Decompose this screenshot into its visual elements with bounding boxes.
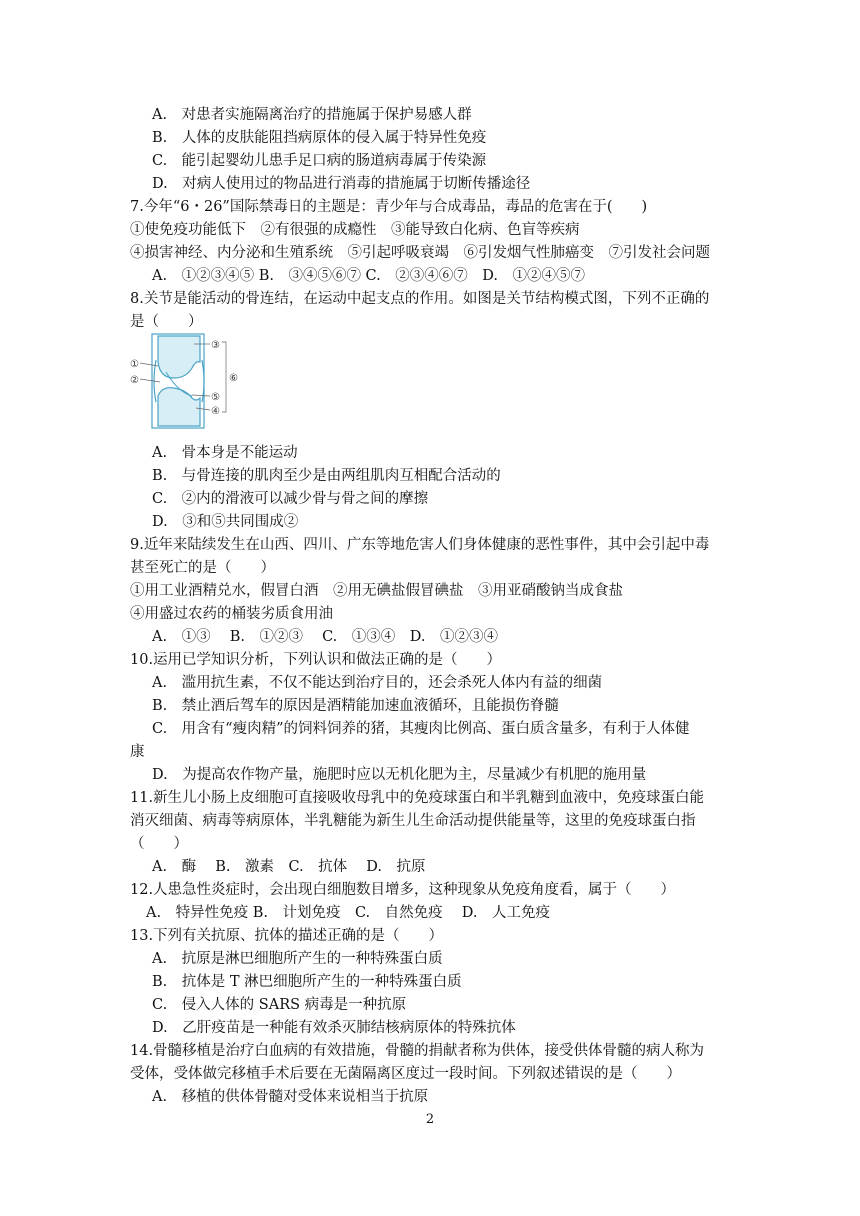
q9-stem-2: 甚至死亡的是（ ） (130, 560, 275, 576)
label-1: ① (130, 359, 139, 370)
q14-option-a: A. 移植的供体骨髓对受体来说相当于抗原 (152, 1089, 429, 1105)
q7-options: A. ①②③④⑤ B. ③④⑤⑥⑦ C. ②③④⑥⑦ D. ①②④⑤⑦ (152, 268, 585, 284)
q6-option-a: A. 对患者实施隔离治疗的措施属于保护易感人群 (152, 107, 472, 123)
q10-stem: 10.运用已学知识分析，下列认识和做法正确的是（ ） (130, 652, 502, 668)
q10-option-a: A. 滥用抗生素，不仅不能达到治疗目的，还会杀死人体内有益的细菌 (152, 675, 603, 691)
q7-items-2: ④损害神经、内分泌和生殖系统 ⑤引起呼吸衰竭 ⑥引发烟气性肺癌变 ⑦引发社会问题 (130, 245, 710, 261)
q13-option-c: C. 侵入人体的 SARS 病毒是一种抗原 (152, 997, 407, 1013)
q14-stem-1: 14.骨髓移植是治疗白血病的有效措施，骨髓的捐献者称为供体，接受供体骨髓的病人称为 (130, 1043, 705, 1059)
label-6: ⑥ (229, 373, 238, 384)
q13-option-b: B. 抗体是 T 淋巴细胞所产生的一种特殊蛋白质 (152, 974, 462, 990)
q11-stem-2: 消灭细菌、病毒等病原体，半乳糖能为新生儿生命活动提供能量等，这里的免疫球蛋白指 (130, 813, 696, 829)
q12-stem: 12.人患急性炎症时，会出现白细胞数目增多，这种现象从免疫角度看，属于（ ） (130, 882, 676, 898)
q10-option-d: D. 为提高农作物产量，施肥时应以无机化肥为主，尽量减少有机肥的施用量 (152, 767, 647, 783)
q8-option-d: D. ③和⑤共同围成② (152, 514, 299, 530)
q12-options: A. 特异性免疫 B. 计划免疫 C. 自然免疫 D. 人工免疫 (146, 905, 550, 921)
q8-stem-1: 8.关节是能活动的骨连结，在运动中起支点的作用。如图是关节结构模式图，下列不正确的 (130, 291, 710, 307)
page-number: 2 (425, 1112, 435, 1127)
q9-stem-1: 9.近年来陆续发生在山西、四川、广东等地危害人们身体健康的恶性事件，其中会引起中毒 (130, 537, 710, 553)
q10-option-b: B. 禁止酒后驾车的原因是酒精能加速血液循环，且能损伤脊髓 (152, 698, 559, 714)
q13-stem: 13.下列有关抗原、抗体的描述正确的是（ ） (130, 928, 444, 944)
q6-option-b: B. 人体的皮肤能阻挡病原体的侵入属于特异性免疫 (152, 130, 487, 146)
label-3: ③ (211, 340, 220, 351)
q9-items-1: ①用工业酒精兑水，假冒白酒 ②用无碘盐假冒碘盐 ③用亚硝酸钠当成食盐 (130, 583, 623, 599)
q8-option-b: B. 与骨连接的肌肉至少是由两组肌肉互相配合活动的 (152, 468, 501, 484)
q14-stem-2: 受体，受体做完移植手术后要在无菌隔离区度过一段时间。下列叙述错误的是（ ） (130, 1066, 681, 1082)
q8-option-a: A. 骨本身是不能运动 (152, 445, 298, 461)
q13-option-a: A. 抗原是淋巴细胞所产生的一种特殊蛋白质 (152, 951, 443, 967)
q8-stem-2: 是（ ） (130, 314, 203, 330)
q10-option-c: C. 用含有“瘦肉精”的饲料饲养的猪，其瘦肉比例高、蛋白质含量多，有利于人体健 (152, 721, 690, 737)
label-2: ② (130, 375, 139, 386)
label-4: ④ (211, 406, 220, 417)
q10-option-c-cont: 康 (130, 744, 145, 760)
joint-structure-diagram (130, 332, 242, 430)
q11-stem-3: （ ） (130, 836, 188, 852)
q7-items-1: ①使免疫功能低下 ②有很强的成瘾性 ③能导致白化病、色盲等疾病 (130, 222, 580, 238)
q13-option-d: D. 乙肝疫苗是一种能有效杀灭肺结核病原体的特殊抗体 (152, 1020, 516, 1036)
q11-options: A. 酶 B. 激素 C. 抗体 D. 抗原 (152, 859, 426, 875)
q9-options: A. ①③ B. ①②③ C. ①③④ D. ①②③④ (152, 629, 498, 645)
q8-option-c: C. ②内的滑液可以减少骨与骨之间的摩擦 (152, 491, 429, 507)
bracket-6 (222, 342, 226, 412)
q6-option-d: D. 对病人使用过的物品进行消毒的措施属于切断传播途径 (152, 176, 531, 192)
q9-items-2: ④用盛过农药的桶装劣质食用油 (130, 606, 333, 622)
q7-stem: 7.今年“6・26”国际禁毒日的主题是：青少年与合成毒品，毒品的危害在于( ) (130, 199, 648, 215)
q6-option-c: C. 能引起婴幼儿患手足口病的肠道病毒属于传染源 (152, 153, 487, 169)
q11-stem-1: 11.新生儿小肠上皮细胞可直接吸收母乳中的免疫球蛋白和半乳糖到血液中，免疫球蛋白能 (130, 790, 705, 806)
label-5: ⑤ (211, 392, 220, 403)
